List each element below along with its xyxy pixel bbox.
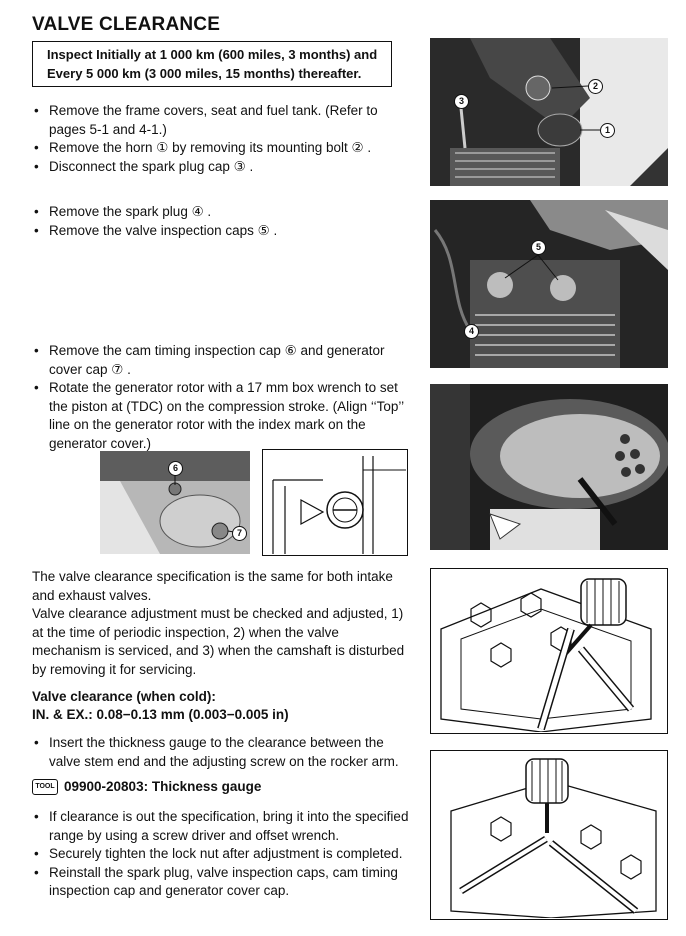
tool-icon: TOOL xyxy=(32,779,58,795)
list-item: • Disconnect the spark plug cap ③ . xyxy=(32,158,412,177)
callout-7: 7 xyxy=(232,526,247,541)
callout-6: 6 xyxy=(168,461,183,476)
list-item: • Remove the frame covers, seat and fuel tank. (Refer to pages 5-1 and 4-1.) xyxy=(32,102,412,139)
spec-paragraph-2: Valve clearance adjustment must be checked and adjusted, 1) at the time of periodic inspection, 2) when the valve mechanism is serviced, and 3) when the camshaft is disturbed by removing it for servicing. xyxy=(32,606,405,677)
list-item: • Insert the thickness gauge to the clearance between the valve stem end and the adjusting screw on the rocker arm. xyxy=(32,734,412,771)
callout-5: 5 xyxy=(531,240,546,255)
list-item: • If clearance is out the specification, bring it into the specified range by using a screw driver and offset wrench. xyxy=(32,808,412,845)
list-item: • Reinstall the spark plug, valve inspection caps, cam timing inspection cap and generator cover cap. xyxy=(32,864,412,901)
step-list-2 xyxy=(32,203,412,240)
list-item: • Rotate the generator rotor with a 17 mm box wrench to set the piston at (TDC) on the compression stroke. (Align ‘‘Top’’ line on the generator rotor with the index mark on the generator cover.) xyxy=(32,379,412,453)
valve-caps-photo xyxy=(430,200,668,368)
horn-removal-photo xyxy=(430,38,668,186)
callout-2: 2 xyxy=(588,79,603,94)
list-item: • Securely tighten the lock nut after adjustment is completed. xyxy=(32,845,412,864)
inspection-interval-line-2: Every 5 000 km (3 000 miles, 15 months) thereafter. xyxy=(47,66,362,81)
inspection-interval-line-1: Inspect Initially at 1 000 km (600 miles, 3 months) and xyxy=(47,47,378,62)
step-list-5 xyxy=(32,808,412,901)
generator-cover-photo xyxy=(430,384,668,550)
callout-3: 3 xyxy=(454,94,469,109)
timing-cap-sketch xyxy=(100,451,250,554)
thickness-gauge-illustration xyxy=(430,750,668,920)
page-title: VALVE CLEARANCE xyxy=(32,14,221,35)
callout-1: 1 xyxy=(600,123,615,138)
step-list-4 xyxy=(32,734,412,771)
callout-4: 4 xyxy=(464,324,479,339)
spec-paragraph-1: The valve clearance specification is the same for both intake and exhaust valves. xyxy=(32,569,393,603)
index-mark-diagram xyxy=(262,449,408,556)
spec-value: IN. & EX.: 0.08−0.13 mm (0.003−0.005 in) xyxy=(32,707,289,722)
special-tool-line xyxy=(32,778,261,796)
step-list-1 xyxy=(32,102,412,176)
list-item: • Remove the spark plug ④ . xyxy=(32,203,412,222)
step-list-3 xyxy=(32,342,412,453)
list-item: • Remove the horn ① by removing its mounting bolt ② . xyxy=(32,139,412,158)
spec-heading: Valve clearance (when cold): xyxy=(32,689,216,704)
list-item: • Remove the valve inspection caps ⑤ . xyxy=(32,222,412,241)
valve-adjustment-illustration xyxy=(430,568,668,734)
list-item: • Remove the cam timing inspection cap ⑥ and generator cover cap ⑦ . xyxy=(32,342,412,379)
special-tool-text: 09900-20803: Thickness gauge xyxy=(64,779,262,794)
inspection-interval-box xyxy=(32,41,392,87)
